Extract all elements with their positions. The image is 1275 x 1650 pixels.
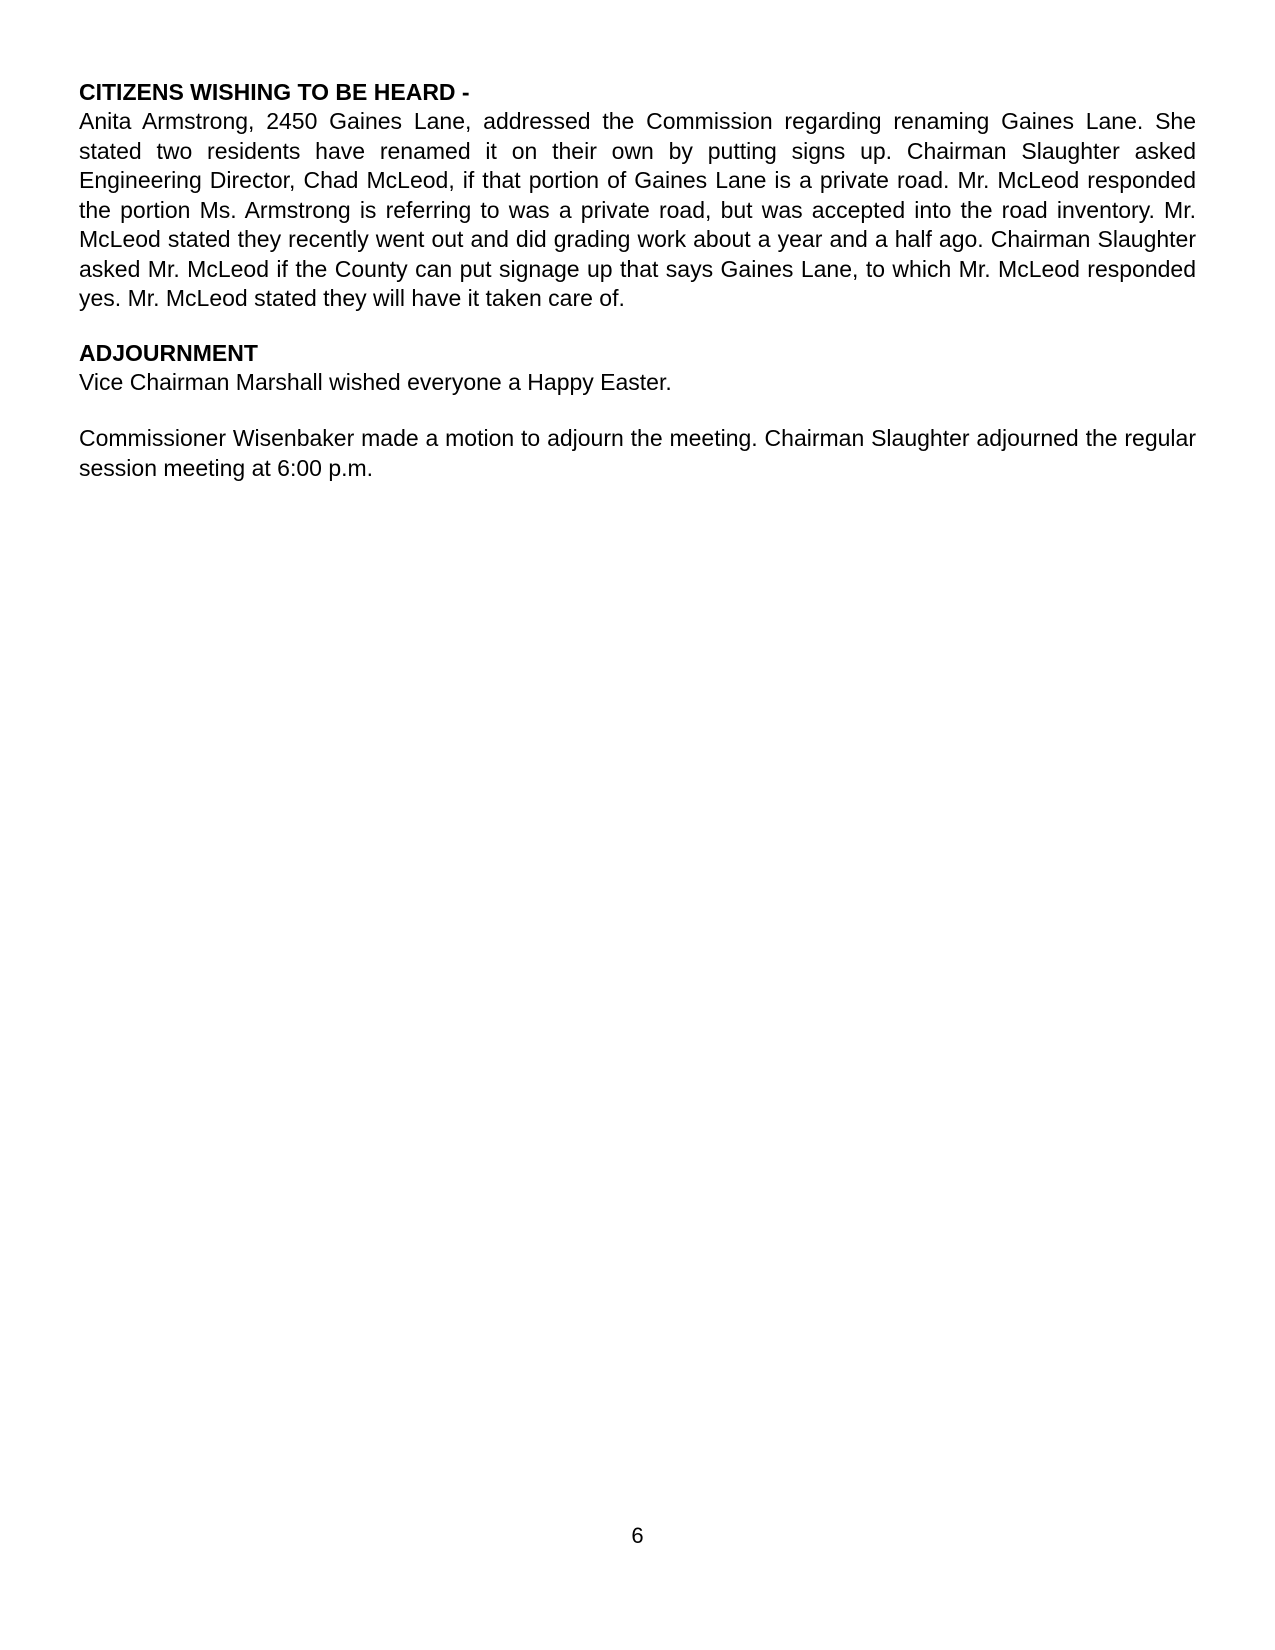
paragraph: Anita Armstrong, 2450 Gaines Lane, addressed the Commission regarding renaming Gaines Lane. She stated two residents have renamed it on their own by putting signs up. Chairman Slaughter asked Engineering Director, Chad McLeod, if that portion of Gaines Lane is a private road. Mr. McLeod responded the portion Ms. Armstrong is referring to was a private road, but was accepted into the road inventory. Mr. McLeod stated they recently went out and did grading work about a year and a half ago. Chairman Slaughter asked Mr. McLeod if the County can put signage up that says Gaines Lane, to which Mr. McLeod responded yes. Mr. McLeod stated they will have it taken care of. [79, 108, 1196, 311]
document-page [79, 78, 1196, 483]
page-number: 6 [631, 1523, 644, 1548]
paragraph: Commissioner Wisenbaker made a motion to adjourn the meeting. Chairman Slaughter adjourned the regular session meeting at 6:00 p.m. [79, 425, 1196, 481]
section-heading: CITIZENS WISHING TO BE HEARD - [79, 79, 470, 105]
section-citizens-wishing-to-be-heard [79, 78, 1196, 314]
paragraph: Vice Chairman Marshall wished everyone a Happy Easter. [79, 368, 672, 395]
section-adjournment [79, 339, 1196, 484]
section-heading: ADJOURNMENT [79, 339, 258, 366]
